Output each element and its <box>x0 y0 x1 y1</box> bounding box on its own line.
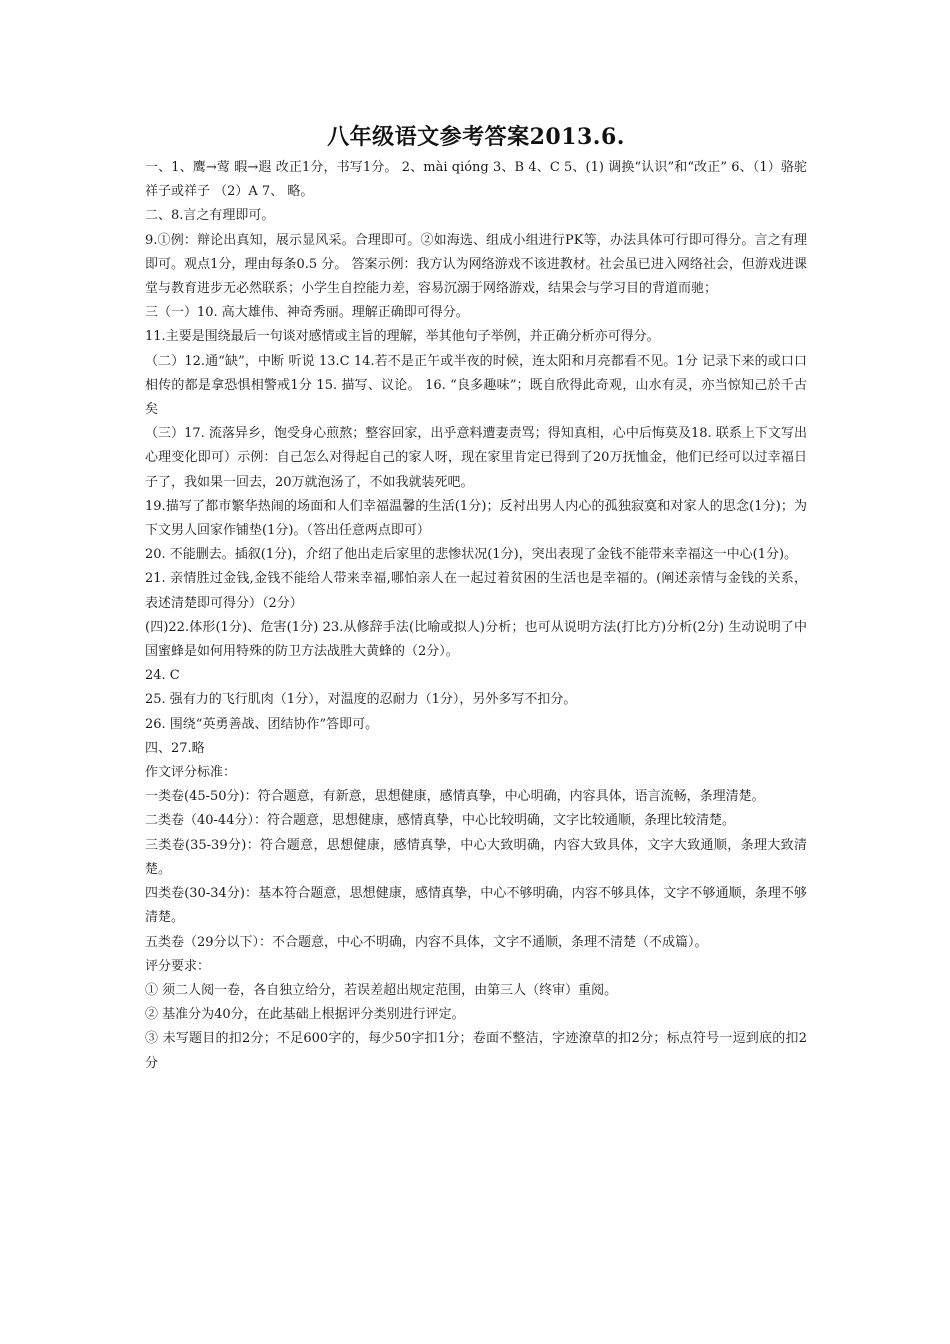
answers-22-23: (四)22.体形(1分)、危害(1分) 23.从修辞手法(比喻或拟人)分析；也可从说明方法(打比方)分析(2分) 生动说明了中国蜜蜂是如何用特殊的防卫方法战胜大黄蜂的（2分）。 <box>145 619 807 660</box>
essay-criteria-heading: 作文评分标准： <box>145 765 237 781</box>
grading-requirements-heading: 评分要求： <box>145 958 211 974</box>
grade-class-4: 四类卷(30-34分)：基本符合题意，思想健康，感情真挚，中心不够明确，内容不够具体，文字不够通顺，条理不够清楚。 <box>145 886 807 926</box>
requirement-2: ② 基准分为40分，在此基础上根据评分类别进行评定。 <box>145 1007 465 1023</box>
answer-9: 9.①例：辩论出真知，展示显风采。合理即可。②如海选、组成小组进行PK等，办法具体可行即可得分。言之有理即可。观点1分，理由每条0.5 分。 答案示例：我方认为网络游戏不该进教材。社会虽已进入网络社会，但游戏进课堂与教育进步无必然联系；小学生自控能力差，容易沉溺于网络游戏，结果会与学习目的背道而驰； <box>145 232 807 297</box>
answer-27: 四、27.略 <box>145 740 205 756</box>
requirement-1: ① 须二人阅一卷，各自独立给分，若误差超出规定范围，由第三人（终审）重阅。 <box>145 982 618 998</box>
document-page <box>145 120 807 1076</box>
document-title: 八年级语文参考答案2013.6. <box>327 124 625 150</box>
requirement-3: ③ 未写题目的扣2分；不足600字的，每少50字扣1分；卷面不整洁，字迹潦草的扣2分；标点符号一逗到底的扣2分 <box>145 1031 807 1071</box>
grade-class-5: 五类卷（29分以下）：不合题意，中心不明确，内容不具体，文字不通顺，条理不清楚（不成篇）。 <box>145 934 708 950</box>
answers-section-1: 一、1、鹰→莺 暇→遐 改正1分，书写1分。 2、mài qióng 3、B 4、C 5、(1) 调换“认识”和“改正” 6、（1）骆驼祥子或祥子 （2）A 7、 略。 <box>145 160 807 200</box>
answers-section-2: 二、8.言之有理即可。 <box>145 208 275 224</box>
answer-26: 26. 围绕“英勇善战、团结协作”答即可。 <box>145 716 379 732</box>
answers-17-18: （三）17. 流落异乡，饱受身心煎熬；整容回家，出乎意料遭妻责骂；得知真相，心中后悔莫及18. 联系上下文写出心理变化即可）示例：自己怎么对得起自己的家人呀，现在家里肯定已得到了20万抚恤金，他们已经可以过幸福日子了，我如果一回去，20万就泡汤了，不如我就装死吧。 <box>145 426 807 490</box>
answers-12-16: （二）12.通“缺”，中断 听说 13.C 14.若不是正午或半夜的时候，连太阳和月亮都看不见。1分 记录下来的或口口相传的都是拿恐惧相警戒1分 15. 描写、议论。 16. “良多趣味”；既自欣得此奇观，山水有灵，亦当惊知己於千古矣 <box>145 353 807 418</box>
answer-20: 20. 不能删去。插叙(1分)，介绍了他出走后家里的悲惨状况(1分)，突出表现了金钱不能带来幸福这一中心(1分)。 <box>145 547 798 563</box>
grade-class-3: 三类卷(35-39分)：符合题意，思想健康，感情真挚，中心大致明确，内容大致具体，文字大致通顺，条理大致清楚。 <box>145 837 807 877</box>
answer-21: 21. 亲情胜过金钱,金钱不能给人带来幸福,哪怕亲人在一起过着贫困的生活也是幸福的。(阐述亲情与金钱的关系，表述清楚即可得分）（2分） <box>145 571 807 611</box>
answer-10: 三（一）10. 高大雄伟、神奇秀丽。理解正确即可得分。 <box>145 305 469 321</box>
grade-class-1: 一类卷(45-50分)：符合题意，有新意，思想健康，感情真挚，中心明确，内容具体，语言流畅，条理清楚。 <box>145 789 765 805</box>
grade-class-2: 二类卷（40-44分）：符合题意，思想健康，感情真挚，中心比较明确，文字比较通顺，条理比较清楚。 <box>145 813 735 829</box>
answer-19: 19.描写了都市繁华热闹的场面和人们幸福温馨的生活(1分)；反衬出男人内心的孤独寂寞和对家人的思念(1分)；为下文男人回家作铺垫(1分)。（答出任意两点即可） <box>145 498 807 539</box>
answer-24: 24. C <box>145 668 180 684</box>
answer-25: 25. 强有力的飞行肌肉（1分），对温度的忍耐力（1分），另外多写不扣分。 <box>145 692 577 708</box>
answer-11: 11.主要是围绕最后一句谈对感情或主旨的理解，举其他句子举例，并正确分析亦可得分。 <box>145 329 660 345</box>
